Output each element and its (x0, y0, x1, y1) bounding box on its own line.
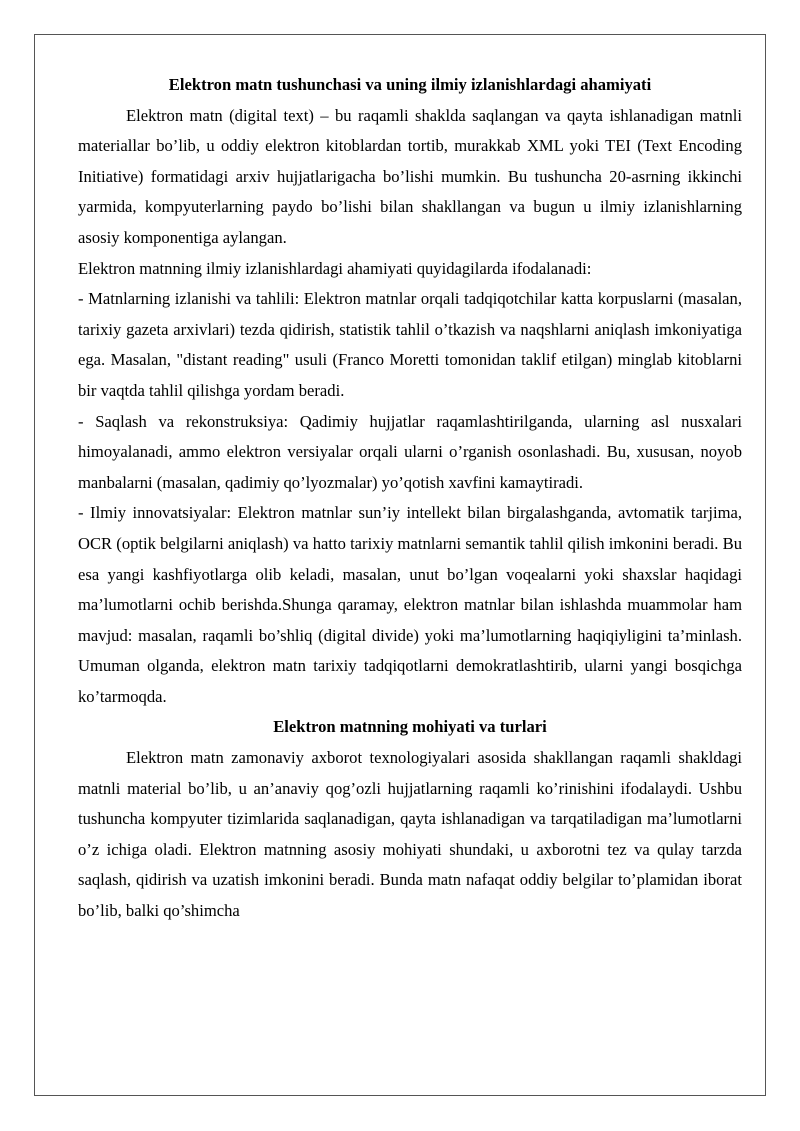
document-body (78, 70, 742, 927)
paragraph-innovations: - Ilmiy innovatsiyalar: Elektron matnlar sun’iy intellekt bilan birgalashganda, avtomatik tarjima, OCR (optik belgilarni aniqlash) va hatto tarixiy matnlarni semantik tahlil qilish imkonini beradi. Bu esa yangi kashfiyotlarga olib keladi, masalan, unut bo’lgan voqealarni yoki shaxslar haqidagi ma’lumotlarni ochib berishda.Shunga qaramay, elektron matnlar bilan ishlashda muammolar ham mavjud: masalan, raqamli bo’shliq (digital divide) yoki ma’lumotlarning haqiqiyligini ta’minlash. Umuman olganda, elektron matn tarixiy tadqiqotlarni demokratlashtirib, ularni yangi bosqichga ko’tarmoqda. (78, 503, 742, 706)
section-paragraph: Elektron matn zamonaviy axborot texnologiyalari asosida shakllangan raqamli shakldagi matnli material bo’lib, u an’anaviy qog’ozli hujjatlarning raqamli ko’rinishini ifodalaydi. Ushbu tushuncha kompyuter tizimlarida saqlanadigan, qayta ishlanadigan va tarqatiladigan ma’lumotlarni o’z ichiga oladi. Elektron matnning asosiy mohiyati shundaki, u axborotni tez va qulay tarzda saqlash, qidirish va uzatish imkonini beradi. Bunda matn nafaqat oddiy belgilar to’plamidan iborat bo’lib, balki qo’shimcha (78, 748, 742, 921)
paragraph-importance-lead: Elektron matnning ilmiy izlanishlardagi ahamiyati quyidagilarda ifodalanadi: (78, 258, 592, 278)
paragraph-intro: Elektron matn (digital text) – bu raqamli shaklda saqlangan va qayta ishlanadigan matnli materiallar bo’lib, u oddiy elektron kitoblardan tortib, murakkab XML yoki TEI (Text Encoding Initiative) formatidagi arxiv hujjatlarigacha bo’lishi mumkin. Bu tushuncha 20-asrning ikkinchi yarmida, kompyuterlarning paydo bo’lishi bilan shakllangan va bugun u ilmiy izlanishlarning asosiy komponentiga aylangan. (78, 105, 742, 247)
paragraph-analysis: - Matnlarning izlanishi va tahlili: Elektron matnlar orqali tadqiqotchilar katta korpuslarni (masalan, tarixiy gazeta arxivlari) tezda qidirish, statistik tahlil o’tkazish va naqshlarni aniqlash imkoniyatiga ega. Masalan, "distant reading" usuli (Franco Moretti tomonidan taklif etilgan) minglab kitoblarni bir vaqtda tahlil qilishga yordam beradi. (78, 289, 742, 400)
document-title: Elektron matn tushunchasi va uning ilmiy izlanishlardagi ahamiyati (168, 75, 652, 94)
paragraph-preservation: - Saqlash va rekonstruksiya: Qadimiy hujjatlar raqamlashtirilganda, ularning asl nusxalari himoyalanadi, ammo elektron versiyalar orqali ularni o’rganish osonlashadi. Bu, xususan, noyob manbalarni (masalan, qadimiy qo’lyozmalar) yo’qotish xavfini kamaytiradi. (78, 411, 742, 492)
section-title: Elektron matnning mohiyati va turlari (273, 717, 547, 737)
